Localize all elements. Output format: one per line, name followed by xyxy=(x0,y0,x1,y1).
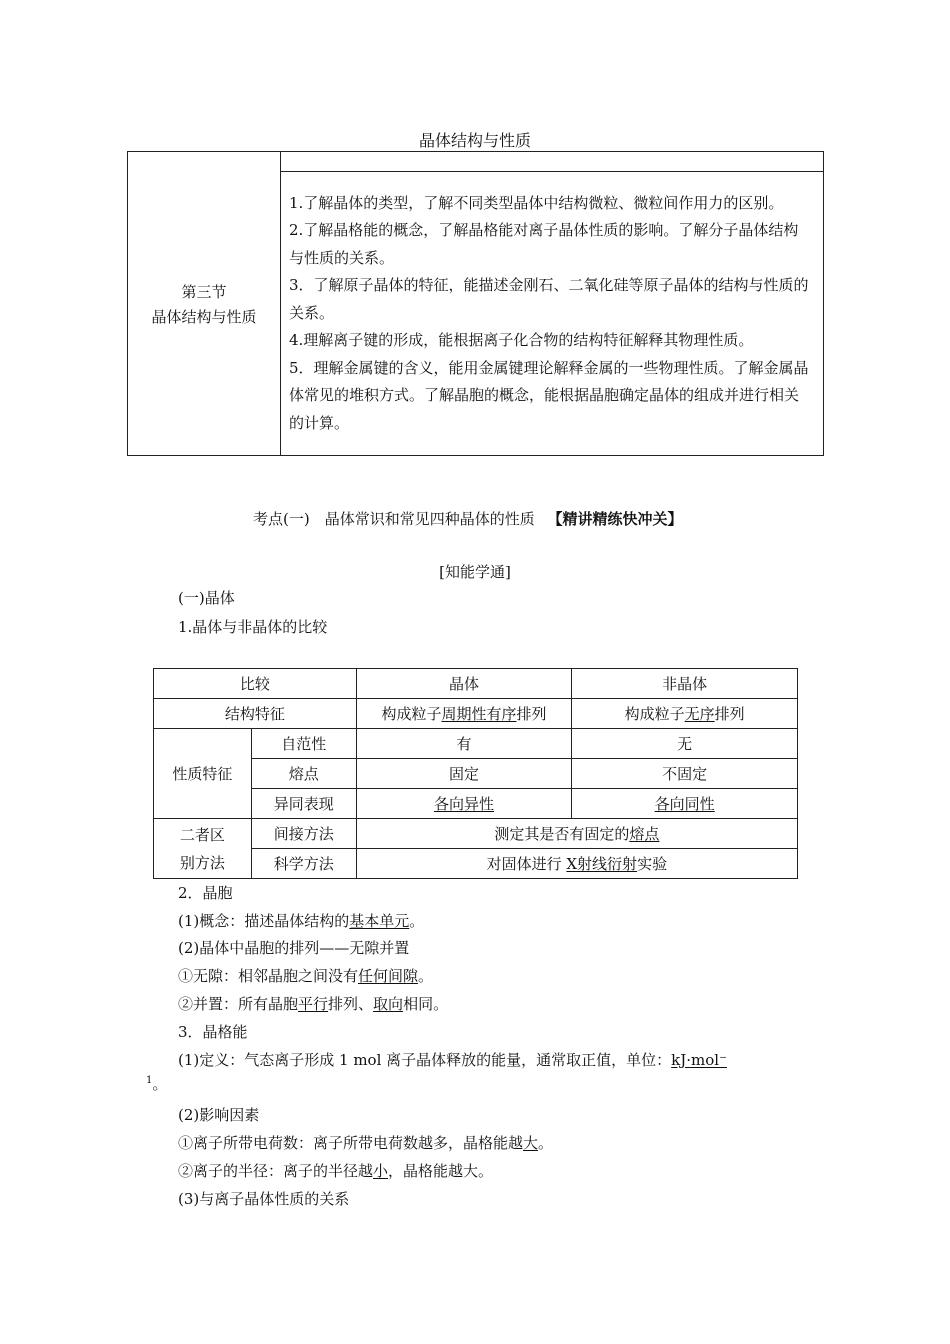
table-cell: 构成粒子周期性有序排列 xyxy=(356,699,572,729)
row-label: 熔点 xyxy=(251,759,356,789)
section-heading: (一)晶体 xyxy=(178,589,235,607)
item-heading: 2．晶胞 xyxy=(178,884,233,902)
text-line: (2)影响因素 xyxy=(178,1106,260,1124)
text-line: ②并置：所有晶胞平行排列、取向相同。 xyxy=(178,995,449,1013)
text-line: (1)概念：描述晶体结构的基本单元。 xyxy=(178,912,425,930)
text-line: ①离子所带电荷数：离子所带电荷数越多，晶格能越大。 xyxy=(178,1134,554,1152)
section-number: 第三节 xyxy=(181,282,227,301)
objectives-table xyxy=(127,151,824,456)
item-heading: 1.晶体与非晶体的比较 xyxy=(178,618,328,636)
table-cell: 构成粒子无序排列 xyxy=(572,699,798,729)
section-title: 晶体结构与性质 xyxy=(151,307,257,326)
text-line: (2)晶体中晶胞的排列——无隙并置 xyxy=(178,939,410,957)
table-cell: 测定其是否有固定的熔点 xyxy=(356,819,797,849)
row-label: 异同表现 xyxy=(251,789,356,819)
text-line: $^1$。 xyxy=(146,1075,168,1093)
text-line: (1)定义：气态离子形成 1 mol 离子晶体释放的能量，通常取正值，单位：kJ·mol⁻ xyxy=(178,1051,727,1069)
table-cell: 无 xyxy=(572,729,798,759)
text-line: (3)与离子晶体性质的关系 xyxy=(178,1190,350,1208)
row-label: 结构特征 xyxy=(154,699,357,729)
section-cell xyxy=(128,152,281,456)
table-cell: 固定 xyxy=(356,759,572,789)
empty-header-cell xyxy=(281,152,824,172)
header-cell: 晶体 xyxy=(356,669,572,699)
item-heading: 3．晶格能 xyxy=(178,1023,248,1041)
text-line: ①无隙：相邻晶胞之间没有任何间隙。 xyxy=(178,967,434,985)
row-label: 自范性 xyxy=(251,729,356,759)
crystal-comparison-table xyxy=(153,668,798,879)
text-line: ②离子的半径：离子的半径越小，晶格能越大。 xyxy=(178,1162,494,1180)
topic-title: 考点(一) 晶体常识和常见四种晶体的性质 xyxy=(253,510,535,528)
page-title: 晶体结构与性质 xyxy=(418,131,531,150)
table-cell: 对固体进行 X射线衍射实验 xyxy=(356,849,797,879)
goal-item: 1.了解晶体的类型，了解不同类型晶体中结构微粒、微粒间作用力的区别。 xyxy=(289,193,784,212)
row-group-label: 二者区 别方法 xyxy=(154,819,252,879)
table-cell: 各向同性 xyxy=(572,789,798,819)
topic-heading xyxy=(253,508,683,529)
goal-item: 2.了解晶格能的概念，了解晶格能对离子晶体性质的影响。了解分子晶体结构与性质的关系。 xyxy=(289,221,799,267)
row-label: 科学方法 xyxy=(251,849,356,879)
goal-item: 3．了解原子晶体的特征，能描述金刚石、二氧化硅等原子晶体的结构与性质的关系。 xyxy=(289,276,809,322)
header-cell: 比较 xyxy=(154,669,357,699)
table-cell: 不固定 xyxy=(572,759,798,789)
row-group-label: 性质特征 xyxy=(154,729,252,819)
row-label: 间接方法 xyxy=(251,819,356,849)
topic-tag: 【精讲精练快冲关】 xyxy=(547,510,683,528)
header-cell: 非晶体 xyxy=(572,669,798,699)
table-cell: 各向异性 xyxy=(356,789,572,819)
subsection-label: [知能学通] xyxy=(439,563,511,581)
goals-cell xyxy=(281,172,824,456)
goal-item: 4.理解离子键的形成，能根据离子化合物的结构特征解释其物理性质。 xyxy=(289,331,754,350)
table-cell: 有 xyxy=(356,729,572,759)
goal-item: 5．理解金属键的含义，能用金属键理论解释金属的一些物理性质。了解金属晶体常见的堆积方式。了解晶胞的概念，能根据晶胞确定晶体的组成并进行相关的计算。 xyxy=(289,358,809,432)
